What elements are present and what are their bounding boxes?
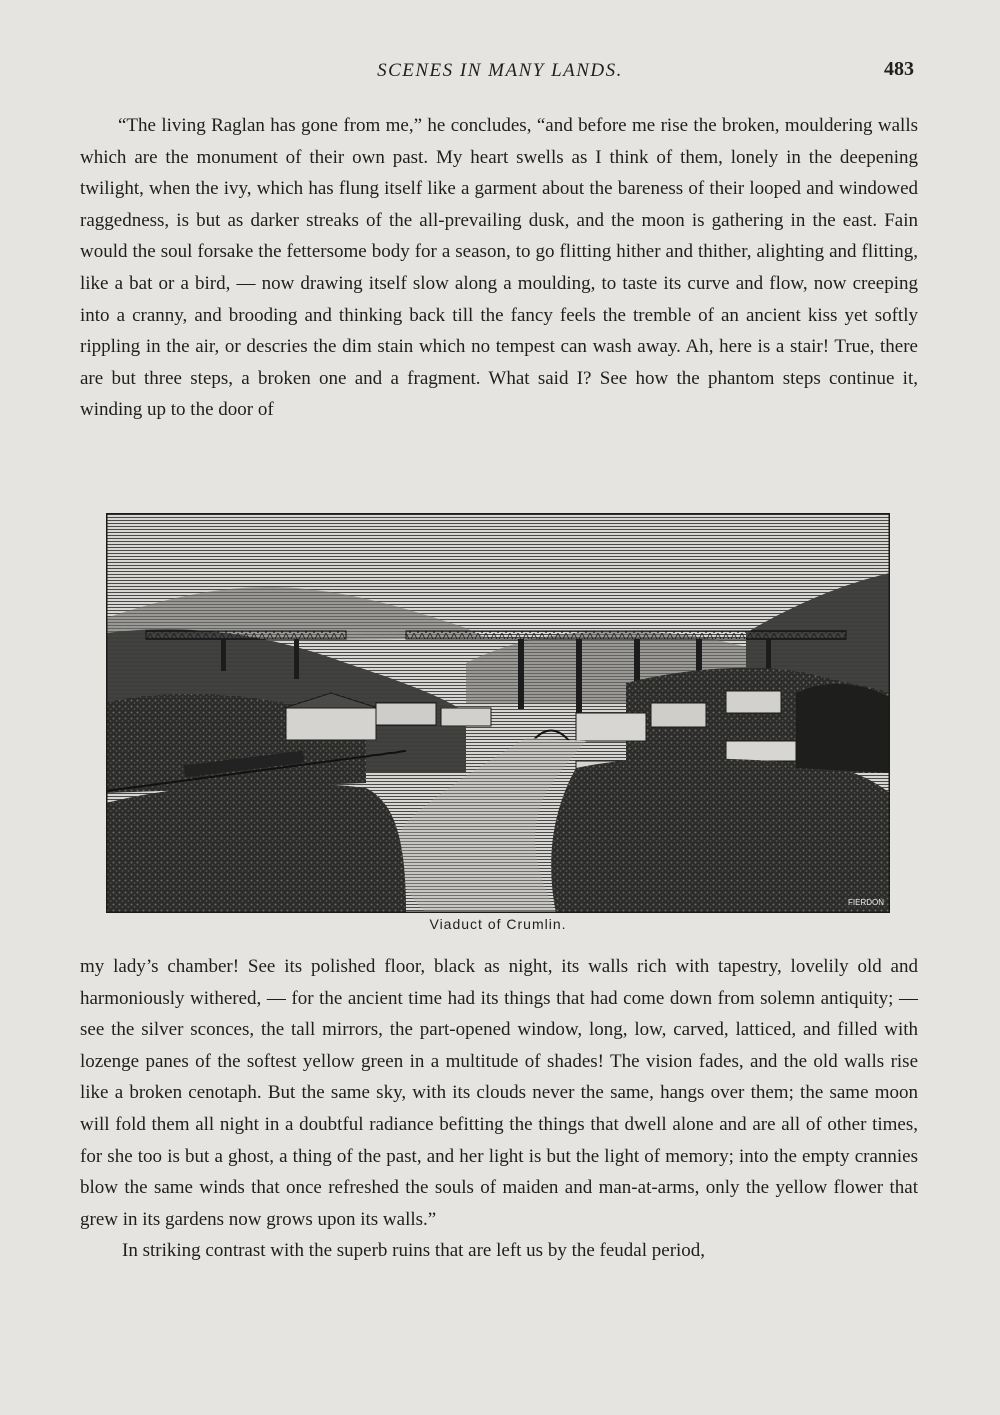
running-head	[80, 58, 920, 88]
foreground-left-bank	[106, 783, 406, 913]
engraving-viaduct	[106, 513, 890, 913]
paragraph-top-block	[80, 110, 918, 426]
paragraph-quote-start: “The living Raglan has gone from me,” he concludes, “and before me rise the broken, mouldering walls which are the monument of their own past. My heart swells as I think of them, lonely in the deepening twilight, when the ivy, which has flung itself like a garment about the bareness of their looped and windowed raggedness, is but as darker streaks of the all-prevailing dusk, and the moon is gathering in the east. Fain would the soul forsake the fettersome body for a season, to go flitting hither and thither, alighting and flitting, like a bat or a bird, — now drawing itself slow along a moulding, to taste its curve and flow, now creeping into a cranny, and brooding and thinking back till the fancy feels the tremble of an ancient kiss yet softly rippling in the air, or descries the dim stain which no tempest can wash away. Ah, here is a stair! True, there are but three steps, a broken one and a fragment. What said I? See how the phantom steps continue it, winding up to the door of	[80, 115, 918, 421]
large-tree-right	[796, 684, 890, 773]
figure-caption: Viaduct of Crumlin.	[429, 916, 567, 932]
paragraph-next: In striking contrast with the superb ruins that are left us by the feudal period,	[122, 1240, 706, 1262]
page-number: 483	[884, 58, 914, 80]
paragraph-quote-end: my lady’s chamber! See its polished floor, black as night, its walls rich with tapestry, lovelily old and harmoniously withered, — for the ancient time had its things that had come down from solemn antiquity; — see the silver sconces, the tall mirrors, the part-opened window, long, low, carved, latticed, and filled with lozenge panes of the softest yellow green in a multitude of shades! The vision fades, and the old walls rise like a broken cenotaph. But the same sky, with its clouds never the same, hangs over them; the same moon will fold them all night in a doubtful radiance befitting the things that dwell alone and are all of other times, for she too is but a ghost, a thing of the past, and her light is but the light of memory; into the empty crannies blow the same winds that once refreshed the souls of maiden and man-at-arms, only the yellow flower that grew in its gardens now grows upon its walls.”	[80, 956, 918, 1230]
running-title: SCENES IN MANY LANDS.	[377, 60, 623, 81]
viaduct-deck-right	[406, 631, 846, 639]
viaduct-deck-left	[146, 631, 346, 639]
foreground-right-trees	[551, 758, 890, 913]
engraver-signature: FIERDON	[848, 898, 884, 907]
paragraph-bottom-block	[80, 951, 918, 1267]
